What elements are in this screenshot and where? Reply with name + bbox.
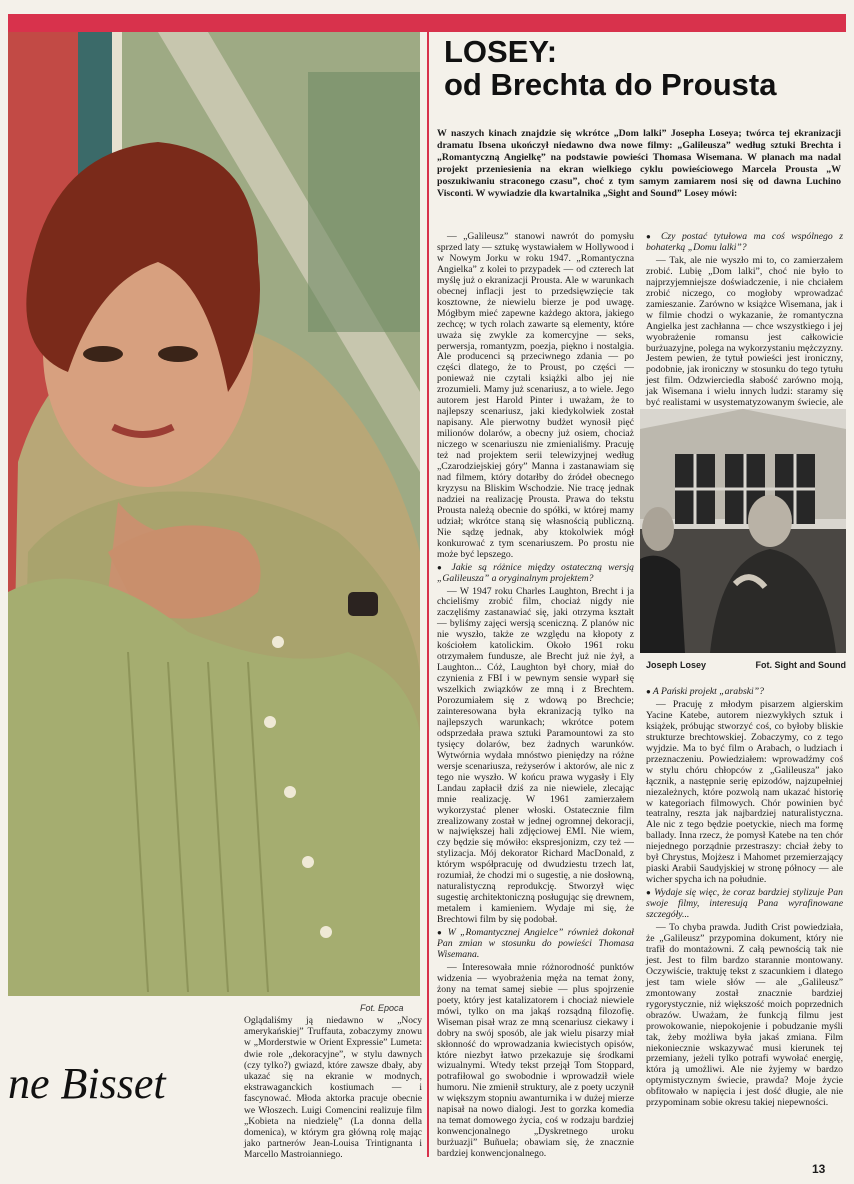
actress-illustration: [8, 32, 420, 996]
losey-illustration: [640, 409, 846, 653]
caption-text: Oglądaliśmy ją niedawno w „Nocy amerykańskiej” Truffauta, zobaczymy znowu w „Morderstwie w Orient Expressie” Lumeta: dwie role „dekoracyjne”, w stylu dawnych (czy tylko?) gwiazd, które zawsze dbały, aby ukazać się na ekranie w modnych, ekstrawaganckich kostiumach — i fascynować. Młoda aktorka pracuje obecnie we Włoszech. Luigi Comencini realizuje film „Kobieta na niedzielę” (La donna della domenica), w którym gra główną rolę mając jako partnerów Jean-Louisa Trintignanta i Marcello Mastroianniego.: [244, 1016, 422, 1161]
article-column-left: [437, 231, 635, 1160]
losey-photo-credit: Fot. Sight and Sound: [755, 660, 846, 670]
headline-line-1: LOSEY:: [444, 34, 558, 69]
interview-answer: — Pracuję z młodym pisarzem algierskim Yacine Katebe, autorem niezwykłych sztuk i książek, próbując stworzyć coś, co byłoby bliskie strukturze brechtowskiej. Zobaczymy, co z tego wyjdzie. Ma to być film o Arabach, o ludziach i przeznaczeniu. Powiedziałem: wprowadźmy coś w stylu chóru chłopców z „Galileusza” jako łącznik, a następnie serię epizodów, najzupełniej niezależnych, które pozwolą nam ukazać historię w kategoriach filmowych. Chór powinien być teatralny, reszta jak najbardziej naturalistyczna. Ale nic z tego będzie poetyckie, niech ma formę ballady. Inna rzecz, że pomysł Katebe na ten chór niejednego porządnie przestraszy: chciał żeby to był Chrystus, Mojżesz i Mahomet przemierzający piaski Arabii Saudyjskiej w stronę północy — ale wicher spycha ich na południe.: [646, 698, 843, 886]
losey-photo-caption: [646, 660, 846, 670]
article-intro: W naszych kinach znajdzie się wkrótce „Dom lalki” Josepha Loseya; twórca tej ekranizacji dramatu Ibsena ukończył niedawno dwa nowe filmy: „Galileusza” według sztuki Brechta i „Romantyczną Angielkę” na podstawie powieści Thomasa Wisemana. W planach ma nadal projekt przeniesienia na ekran wielkiego cyklu powieściowego Marcela Prousta „W poszukiwaniu straconego czasu”, choć z tym samym zamiarem nosi się od dawna Luchino Visconti. W wywiadzie dla kwartalnika „Sight and Sound” Losey mówi:: [437, 128, 841, 199]
losey-photo: [640, 409, 846, 653]
headline: [444, 35, 834, 102]
interview-answer: — W 1947 roku Charles Laughton, Brecht i ja chcieliśmy zrobić film, chociaż nigdy nie zaczęliśmy zastanawiać się, jaki otrzyma kształt — byliśmy zajęci wersją sceniczną. Z planów nic nie wyszło, także ze względu na kłopoty z kościołem katolickim. Około 1961 roku otrzymałem fundusze, ale Brecht już nie żył, a Laughton... Cóż, Laughton był chory, miał do czynienia z FBI i w pewnym sensie wyparł się wszelkich związków ze mną i z Brechtem. Porozumiałem się z wdową po Brechcie; zainteresowana była ekranizacją tylko na najlepszych warunkach; wkrótce potem odsprzedała prawa sztuki Paramountowi za sto tysięcy dolarów, bez żadnych warunków. Wytwórnia wydała mnóstwo pieniędzy na różne wersje scenariusza, reżyserów i aktorów, ale nic z tego nie wyszło. W końcu prawa wygasły i Ely Landau zapłacił dziś za nie niewiele, zlecając mnie realizację. W 1961 zamierzałem wykorzystać plener włoski. Ostatecznie film zrealizowany został w jednej ogromnej dekoracji, w największej hali zdjęciowej EMI. Nie wiem, czy będzie się mówiło: ekspresjonizm, czy też — stylizacja. Mój dekorator Richard MacDonald, z którym współpracuję od dwudziestu trzech lat, rozumiał, że chodzi mi o sugestię, a nie dosłowną, naturalistyczną reprodukcję. Stworzył więc sugestię architektoniczną posługując się drewnem, metalem i kamieniem. Wydaje mi się, że Brechtowi film by się podobał.: [437, 585, 634, 926]
losey-photo-name: Joseph Losey: [646, 660, 707, 670]
top-red-bar: [8, 14, 846, 32]
caption-name: ne Bisset: [8, 1059, 166, 1108]
actress-photo: [8, 32, 420, 996]
interview-answer: — To chyba prawda. Judith Crist powiedziała, że „Galileusz” przypomina dokument, który nie trafił do montażowni. Z całą pewnością tak nie jest. Jest to film bardzo starannie montowany. Oczywiście, traktuję tekst z szacunkiem i dlatego jest tam wiele słów — ale „Galileusz” zmontowany został znacznie bardziej rygorystycznie, niż większość moich poprzednich obrazów. Uważam, że funkcją filmu jest prowokowanie, niepokojenie i pobudzanie myśli tak, żeby możliwa była jakaś zmiana. Film niekoniecznie wskazywać musi kierunek tej przemiany, jeżeli tylko potrafi wywołać energię, która ją umożliwi. Ale nie żyjemy w bardzo optymistycznym świecie, prawda? Moje życie obfitowało w napięcia i jest dość długie, ale nie przypominam sobie okresu takiej niepewności.: [646, 922, 843, 1109]
article-column-right-top: [646, 231, 843, 409]
headline-line-2: od Brechta do Prousta: [444, 67, 777, 103]
photo-credit: Fot. Epoca: [360, 1003, 404, 1013]
interview-question: ● Czy postać tytułowa ma coś wspólnego z bohaterką „Domu lalki”?: [646, 232, 843, 254]
interview-question: ● Wydaje się więc, że coraz bardziej stylizuje Pan swoje filmy, interesują Pana wyrafinowane szczegóły...: [646, 888, 843, 921]
page-number: 13: [812, 1162, 826, 1176]
interview-question: ● Jakie są różnice między ostateczną wersją „Galileusza” a oryginalnym projektem?: [437, 563, 634, 585]
column-divider: [427, 32, 429, 1157]
article-column-right-bottom: [646, 687, 843, 1152]
interview-question: ● A Pański projekt „arabski”?: [646, 687, 843, 698]
interview-answer: — Tak, ale nie wyszło mi to, co zamierzałem zrobić. Lubię „Dom lalki”, choć nie było to najprzyjemniejsze doświadczenie, i nie chciałem zrobić niczego, co mogłoby wprowadzać zamieszanie. Zarówno w książce Wisemana, jak i w filmie chodzi o wykazanie, że romantyczna Angielka jest zachłanna — chce wszystkiego i jej wyobrażenie romansu jest całkowicie burżuazyjne, polega na wykorzystaniu mężczyzny. Jestem pewien, że tytuł powieści jest ironiczny, podobnie, jak ironiczny w stosunku do tego tytułu jest film. Odzwierciedla słabość zarówno moją, jak Wisemana i wielu innych ludzi: staramy się być realistami w usystematyzowanym świecie, ale: [646, 254, 843, 409]
interview-question: ● W „Romantycznej Angielce” również dokonał Pan zmian w stosunku do powieści Thomasa Wisemana.: [437, 928, 634, 961]
interview-answer: — „Galileusz” stanowi nawrót do pomysłu sprzed laty — sztukę wystawiałem w Hollywood i w Nowym Jorku w roku 1947. „Romantyczna Angielka” z kolei to przypadek — od czterech lat myślę już o ekranizacji Prousta. Ale w warunkach obecnej inflacji jest to przedsięwzięcie tak kosztowne, że niewielu bierze je pod uwagę. Mógłbym mieć zapewne każdego aktora, jakiego zechcę; w tych rolach zawarte są elementy, które uważa się zwykle za komercyjne — seks, perwersja, romantyzm, poezja, piękno i nostalgia. Ale producenci są przeciwnego zdania — po części dlatego, że to Proust, po części — ponieważ nie czytali książki albo jej nie zrozumieli. Mamy już scenariusz, a to wiele. Jego autorem jest Harold Pinter i uważam, że to najlepszy scenariusz, jaki kiedykolwiek został napisany. Ale pierwotny budżet wynosił pięć milionów dolarów, a obecny już osiem, chociaż niczego w scenariuszu nie zmienialiśmy. Pracuję też nad projektem serii telewizyjnej według „Czarodziejskiej góry” Manna i zastanawiam się nad filmem, który dotarłby do źródeł obecnego kryzysu na Bliskim Wschodzie. Nie tracę jednak nadziei na realizację Prousta. Prawa do tekstu Prousta należą obecnie do spółki, w której mamy udział; wkrótce staną się własnością publiczną. Nie sądzę jednak, aby ktokolwiek mógł konkurować z tym scenariuszem. Po prostu nie może być lepszego.: [437, 231, 634, 560]
interview-answer: — Interesowała mnie różnorodność punktów widzenia — wyobrażenia męża na temat żony, żony na temat samej siebie — plus spojrzenie poety, który jest katalizatorem i chociaż niewiele mówi, tylko on ma jakąś rozsądną filozofię. Wiseman pisał wraz ze mną scenariusz ciekawy i dobry na swój sposób, ale jak wielu pisarzy miał skłonność do wprowadzania kwiecistych opisów, które niezbyt łatwo przekazuje się środkami wizualnymi. Wtedy tekst przejął Tom Stoppard, potrafiłowal go swobodnie i wprowadził wiele humoru. Nie zmienił struktury, ale z poety uczynił w większym stopniu awanturnika i w dużej mierze napisał na nowo dialogi. Jest to gorzka komedia na temat domowego życia, coś w rodzaju bardziej konwencjonalnego „Dyskretnego uroku burżuazji” Buñuela; obawiam się, że znacznie bardziej konwencjonalnego.: [437, 961, 634, 1160]
